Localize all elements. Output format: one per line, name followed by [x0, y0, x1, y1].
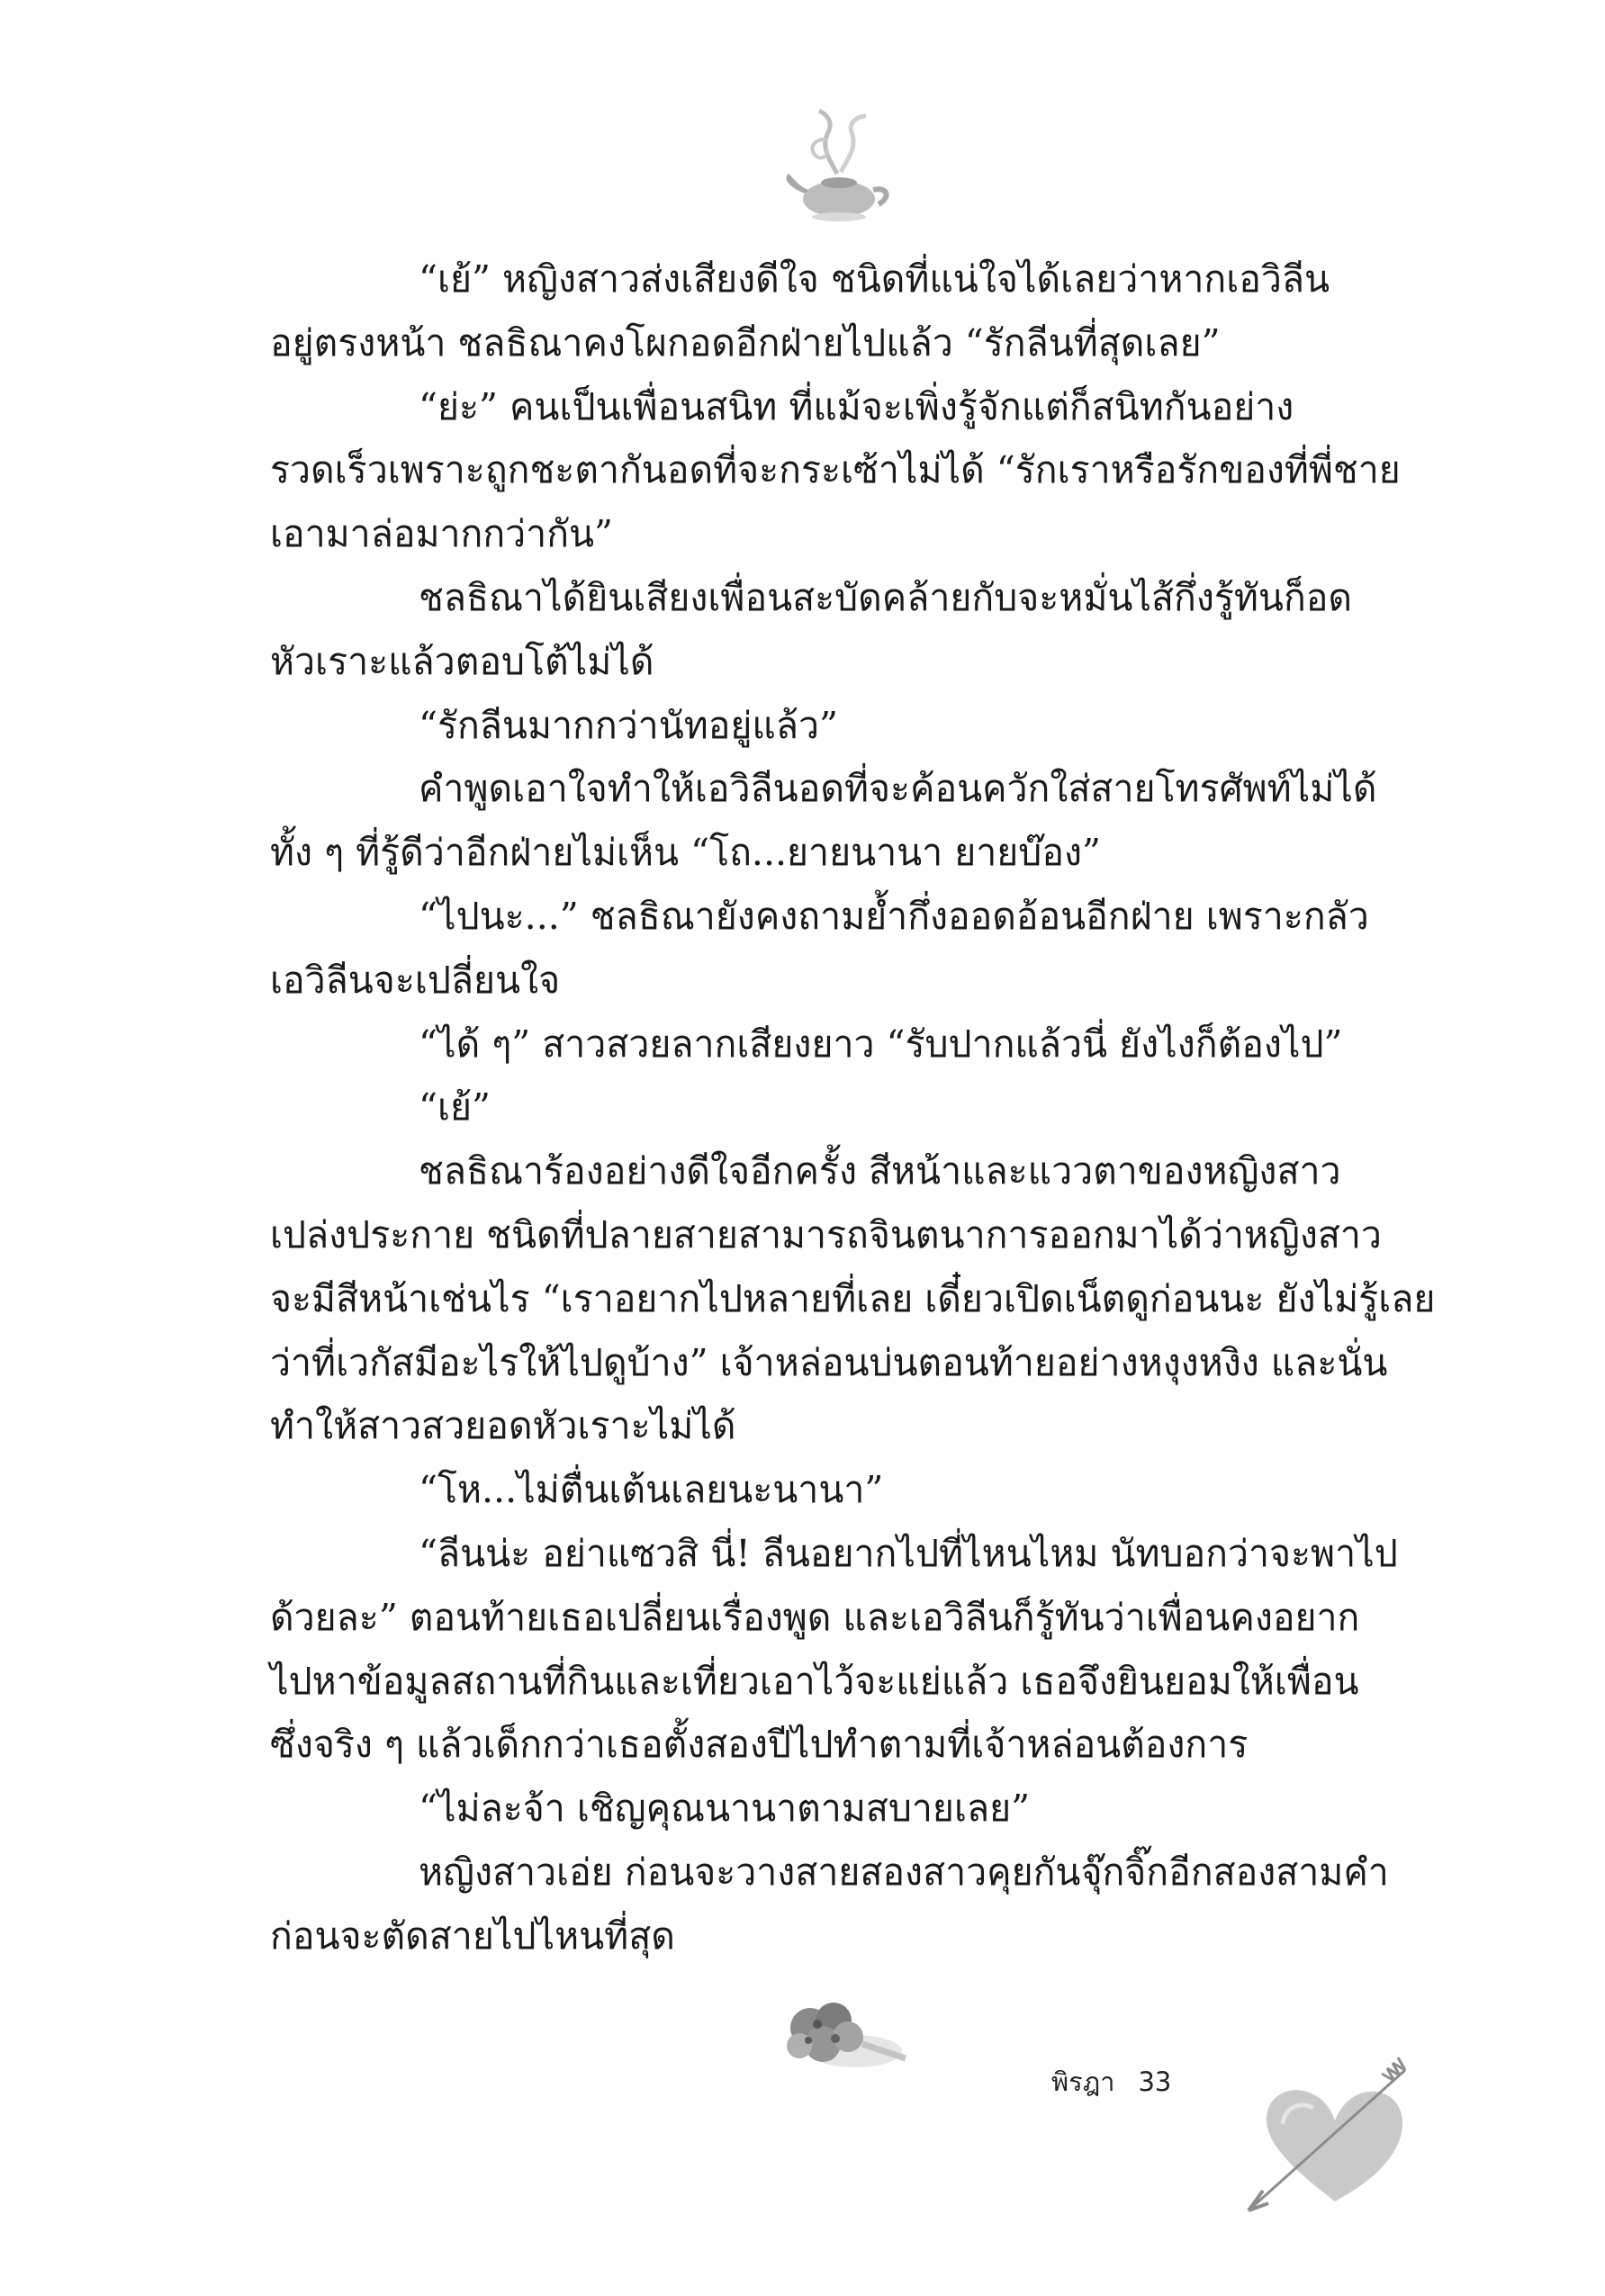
text-line: “เย้”	[419, 1085, 491, 1130]
text-line: ไปหาข้อมูลสถานที่กินและเที่ยวเอาไว้จะแย่แล้ว เธอจึงยินยอมให้เพื่อน	[270, 1659, 1359, 1703]
text-line: หญิงสาวเอ่ย ก่อนจะวางสายสองสาวคุยกันจุ๊กจิ๊กอีกสองสามคำ	[419, 1850, 1389, 1894]
text-line: เอามาล่อมากกว่ากัน”	[270, 512, 614, 556]
text-line: รวดเร็วเพราะถูกชะตากันอดที่จะกระเซ้าไม่ได้ “รักเราหรือรักของที่พี่ชาย	[270, 448, 1401, 492]
text-line: “รักลีนมากกว่านัทอยู่แล้ว”	[419, 703, 838, 747]
text-line: “เย้” หญิงสาวส่งเสียงดีใจ ชนิดที่แน่ใจได้เลยว่าหากเอวิลีน	[419, 257, 1330, 301]
text-line: “ไปนะ...” ชลธิณายังคงถามย้ำกึ่งออดอ้อนอีกฝ่าย เพราะกลัว	[419, 894, 1369, 938]
text-line: จะมีสีหน้าเช่นไร “เราอยากไปหลายที่เลย เดี๋ยวเปิดเน็ตดูก่อนนะ ยังไม่รู้เลย	[270, 1276, 1436, 1320]
body-text	[270, 248, 1436, 1968]
text-line: ว่าที่เวกัสมีอะไรให้ไปดูบ้าง” เจ้าหล่อนบ่นตอนท้ายอย่างหงุงหงิง และนั่น	[270, 1340, 1388, 1384]
text-line: ทำให้สาวสวยอดหัวเราะไม่ได้	[270, 1404, 736, 1448]
text-line: “ย่ะ” คนเป็นเพื่อนสนิท ที่แม้จะเพิ่งรู้จักแต่ก็สนิทกันอย่าง	[419, 384, 1294, 428]
text-line: “ได้ ๆ” สาวสวยลากเสียงยาว “รับปากแล้วนี่ ยังไงก็ต้องไป”	[419, 1022, 1343, 1066]
text-line: ทั้ง ๆ ที่รู้ดีว่าอีกฝ่ายไม่เห็น “โถ...ยายนานา ยายบ๊อง”	[270, 831, 1101, 875]
text-line: ชลธิณาได้ยินเสียงเพื่อนสะบัดคล้ายกับจะหมั่นไส้กึ่งรู้ทันก็อด	[419, 575, 1353, 619]
text-line: เปล่งประกาย ชนิดที่ปลายสายสามารถจินตนาการออกมาได้ว่าหญิงสาว	[270, 1212, 1382, 1256]
text-line: “ไม่ละจ้า เชิญคุณนานาตามสบายเลย”	[419, 1787, 1031, 1831]
text-line: “ลีนน่ะ อย่าแซวสิ นี่! ลีนอยากไปที่ไหนไหม นัทบอกว่าจะพาไป	[419, 1531, 1398, 1575]
text-line: “โห...ไม่ตื่นเต้นเลยนะนานา”	[419, 1468, 884, 1512]
text-line: อยู่ตรงหน้า ชลธิณาคงโผกอดอีกฝ่ายไปแล้ว “รักลีนที่สุดเลย”	[270, 320, 1221, 365]
flower-bouquet-icon	[754, 1985, 916, 2079]
text-line: ชลธิณาร้องอย่างดีใจอีกครั้ง สีหน้าและแววตาของหญิงสาว	[419, 1149, 1341, 1193]
text-line: หัวเราะแล้วตอบโต้ไม่ได้	[270, 639, 654, 683]
page-footer	[1051, 2061, 1171, 2102]
text-line: ก่อนจะตัดสายไปไหนที่สุด	[270, 1913, 675, 1958]
text-line: เอวิลีนจะเปลี่ยนใจ	[270, 958, 561, 1002]
text-line: ด้วยละ” ตอนท้ายเธอเปลี่ยนเรื่องพูด และเอวิลีนก็รู้ทันว่าเพื่อนคงอยาก	[270, 1595, 1360, 1639]
page-number: 33	[1138, 2066, 1172, 2097]
teapot-ornament-icon	[774, 104, 900, 230]
author-name: พิรฎา	[1051, 2066, 1115, 2097]
text-line: ซึ่งจริง ๆ แล้วเด็กกว่าเธอตั้งสองปีไปทำตามที่เจ้าหล่อนต้องการ	[270, 1723, 1249, 1767]
text-line: คำพูดเอาใจทำให้เอวิลีนอดที่จะค้อนควักใส่สายโทรศัพท์ไม่ได้	[419, 767, 1377, 811]
heart-arrow-icon	[1229, 2043, 1427, 2223]
